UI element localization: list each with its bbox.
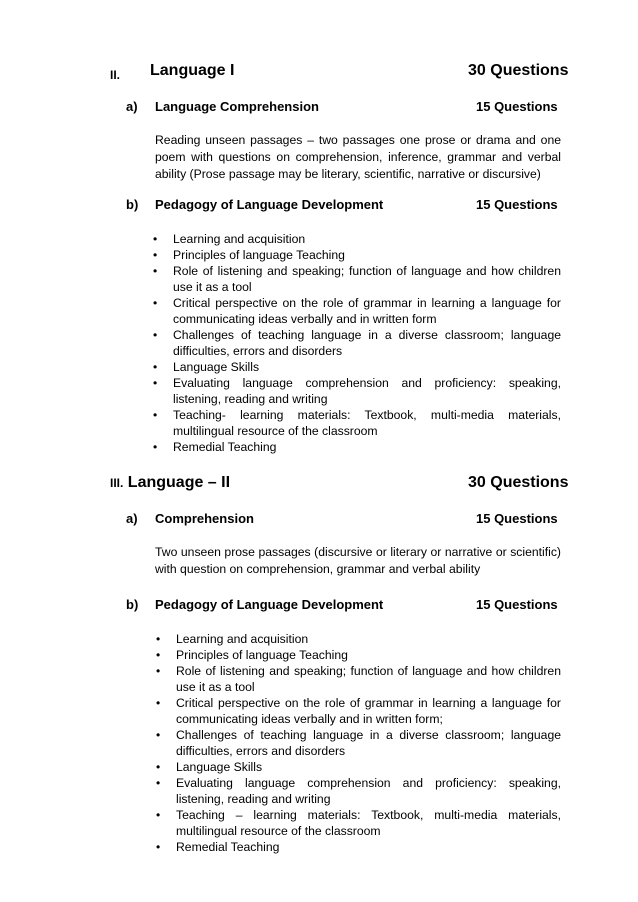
subsection-letter: a) xyxy=(126,511,138,526)
subsection-letter: b) xyxy=(126,597,139,612)
section-questions-language-2: 30 Questions xyxy=(468,474,569,491)
language-comprehension-description: Reading unseen passages – two passages one prose or drama and one poem with questions on comprehension, inference, grammar and verbal ability (Prose passage may be literary, scientific, narrative or discursive) xyxy=(155,133,561,181)
list-item: • Learning and acquisition xyxy=(173,231,561,247)
section-questions-language-1: 30 Questions xyxy=(468,62,569,79)
subsection-questions: 15 Questions xyxy=(476,197,558,212)
subsection-title-pedagogy: Pedagogy of Language Development xyxy=(155,597,384,612)
subsection-letter: a) xyxy=(126,99,138,114)
subsection-title-comprehension: Comprehension xyxy=(155,511,254,526)
list-item: • Teaching- learning materials: Textbook, multi-media materials, multilingual resource of the classroom xyxy=(173,407,561,439)
list-item: • Remedial Teaching xyxy=(173,439,561,455)
subsection-letter: b) xyxy=(126,197,139,212)
pedagogy-topic-list xyxy=(176,631,561,855)
roman-numeral: II. xyxy=(110,68,121,82)
list-item: • Teaching – learning materials: Textbook, multi-media materials, multilingual resource of the classroom xyxy=(176,807,561,839)
subsection-title-language-comprehension: Language Comprehension xyxy=(155,99,319,114)
list-item: • Evaluating language comprehension and proficiency: speaking, listening, reading and writing xyxy=(173,375,561,407)
list-item: • Language Skills xyxy=(173,359,561,375)
comprehension-description: Two unseen prose passages (discursive or literary or narrative or scientific) with question on comprehension, grammar and verbal ability xyxy=(155,545,561,576)
subsection-title-pedagogy: Pedagogy of Language Development xyxy=(155,197,384,212)
list-item: • Principles of language Teaching xyxy=(173,247,561,263)
list-item: • Evaluating language comprehension and proficiency: speaking, listening, reading and writing xyxy=(176,775,561,807)
list-item: • Learning and acquisition xyxy=(176,631,561,647)
subsection-questions: 15 Questions xyxy=(476,99,558,114)
subsection-questions: 15 Questions xyxy=(476,511,558,526)
pedagogy-topic-list xyxy=(173,231,561,455)
list-item: • Critical perspective on the role of grammar in learning a language for communicating ideas verbally and in written form; xyxy=(176,695,561,727)
subsection-questions: 15 Questions xyxy=(476,597,558,612)
list-item: • Principles of language Teaching xyxy=(176,647,561,663)
roman-numeral: III. xyxy=(110,476,124,490)
list-item: • Role of listening and speaking; function of language and how children use it as a tool xyxy=(173,263,561,295)
section-title-language-2: Language – II xyxy=(127,474,231,491)
section-heading-language-2 xyxy=(110,474,230,492)
list-item: • Challenges of teaching language in a diverse classroom; language difficulties, errors and disorders xyxy=(176,727,561,759)
list-item: • Critical perspective on the role of grammar in learning a language for communicating ideas verbally and in written form xyxy=(173,295,561,327)
list-item: • Challenges of teaching language in a diverse classroom; language difficulties, errors and disorders xyxy=(173,327,561,359)
section-title-language-1: Language I xyxy=(150,62,235,79)
section-roman-2 xyxy=(110,66,120,84)
list-item: • Language Skills xyxy=(176,759,561,775)
list-item: • Remedial Teaching xyxy=(176,839,561,855)
list-item: • Role of listening and speaking; function of language and how children use it as a tool xyxy=(176,663,561,695)
